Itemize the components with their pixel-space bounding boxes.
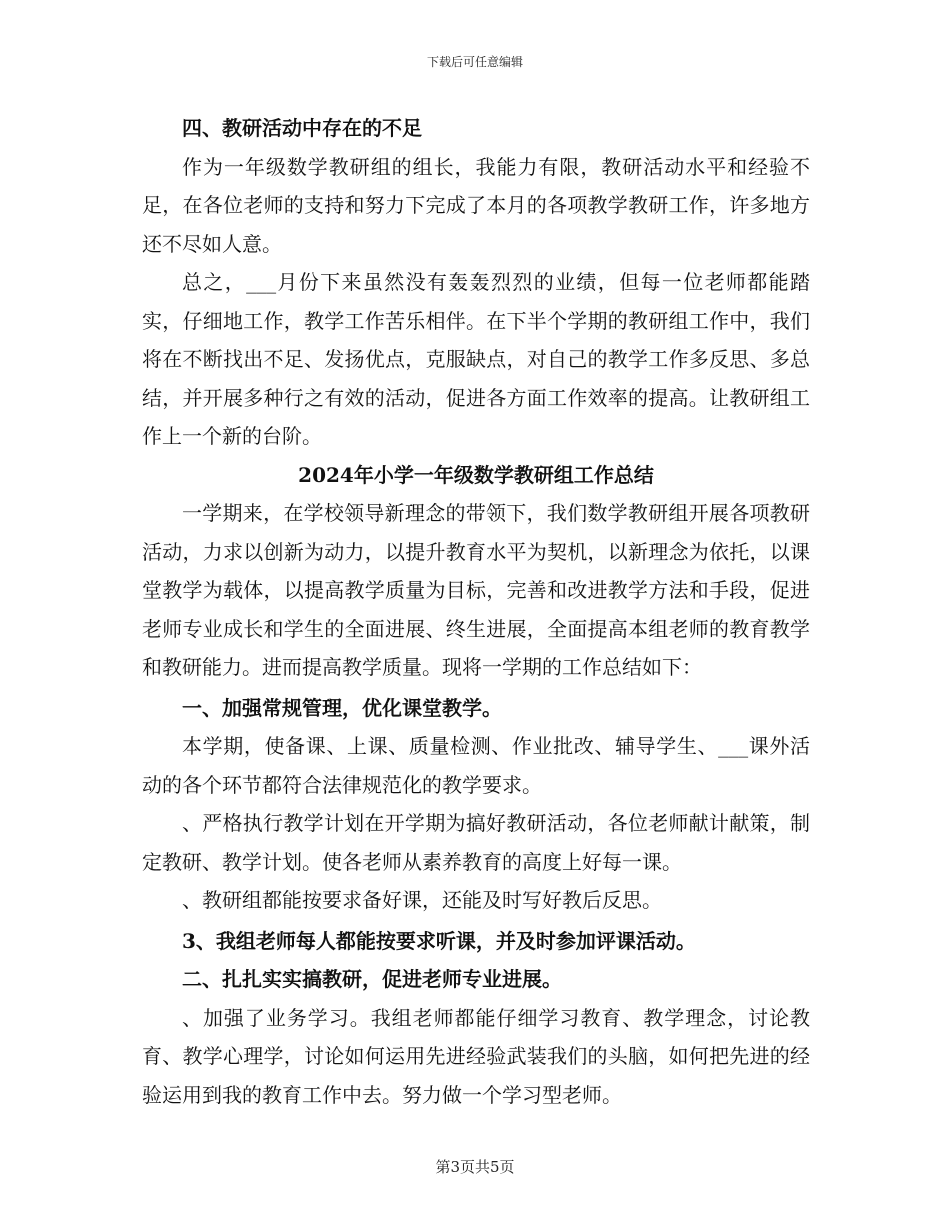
document-body	[142, 109, 810, 1114]
page-footer: 第3页共5页	[435, 1158, 515, 1176]
paragraph: 作为一年级数学教研组的组长，我能力有限，教研活动水平和经验不足，在各位老师的支持和努力下完成了本月的各项教学教研工作，许多地方还不尽如人意。	[142, 154, 810, 256]
paragraph: 总之，___月份下来虽然没有轰轰烈烈的业绩，但每一位老师都能踏实，仔细地工作，教学工作苦乐相伴。在下半个学期的教研组工作中，我们将在不断找出不足、发扬优点，克服缺点，对自己的教学工作多反思、多总结，并开展多种行之有效的活动，促进各方面工作效率的提高。让教研组工作上一个新的台阶。	[142, 270, 810, 448]
document-title: 2024年小学一年级数学教研组工作总结	[298, 462, 654, 487]
bold-item-3: 3、我组老师每人都能按要求听课，并及时参加评课活动。	[182, 928, 696, 953]
section-heading-2: 二、扎扎实实搞教研，促进老师专业进展。	[182, 967, 562, 991]
paragraph: 一学期来，在学校领导新理念的带领下，我们数学教研组开展各项教研活动，力求以创新为动力，以提升教育水平为契机，以新理念为依托，以课堂教学为载体，以提高教学质量为目标，完善和改进教学方法和手段，促进老师专业成长和学生的全面进展、终生进展，全面提高本组老师的教育教学和教研能力。进而提高教学质量。现将一学期的工作总结如下：	[142, 501, 810, 679]
section-heading-4: 四、教研活动中存在的不足	[182, 116, 422, 140]
paragraph: 本学期，使备课、上课、质量检测、作业批改、辅导学生、___课外活动的各个环节都符合法律规范化的教学要求。	[142, 734, 810, 797]
page-header: 下载后可任意编辑	[426, 55, 523, 69]
paragraph: 、加强了业务学习。我组老师都能仔细学习教育、教学理念，讨论教育、教学心理学，讨论如何运用先进经验武装我们的头脑，如何把先进的经验运用到我的教育工作中去。努力做一个学习型老师。	[142, 1005, 810, 1107]
section-heading-1: 一、加强常规管理，优化课堂教学。	[182, 695, 502, 720]
paragraph: 、教研组都能按要求备好课，还能及时写好教后反思。	[182, 888, 662, 912]
paragraph: 、严格执行教学计划在开学期为搞好教研活动，各位老师献计献策，制定教研、教学计划。使各老师从素养教育的高度上好每一课。	[142, 811, 810, 874]
